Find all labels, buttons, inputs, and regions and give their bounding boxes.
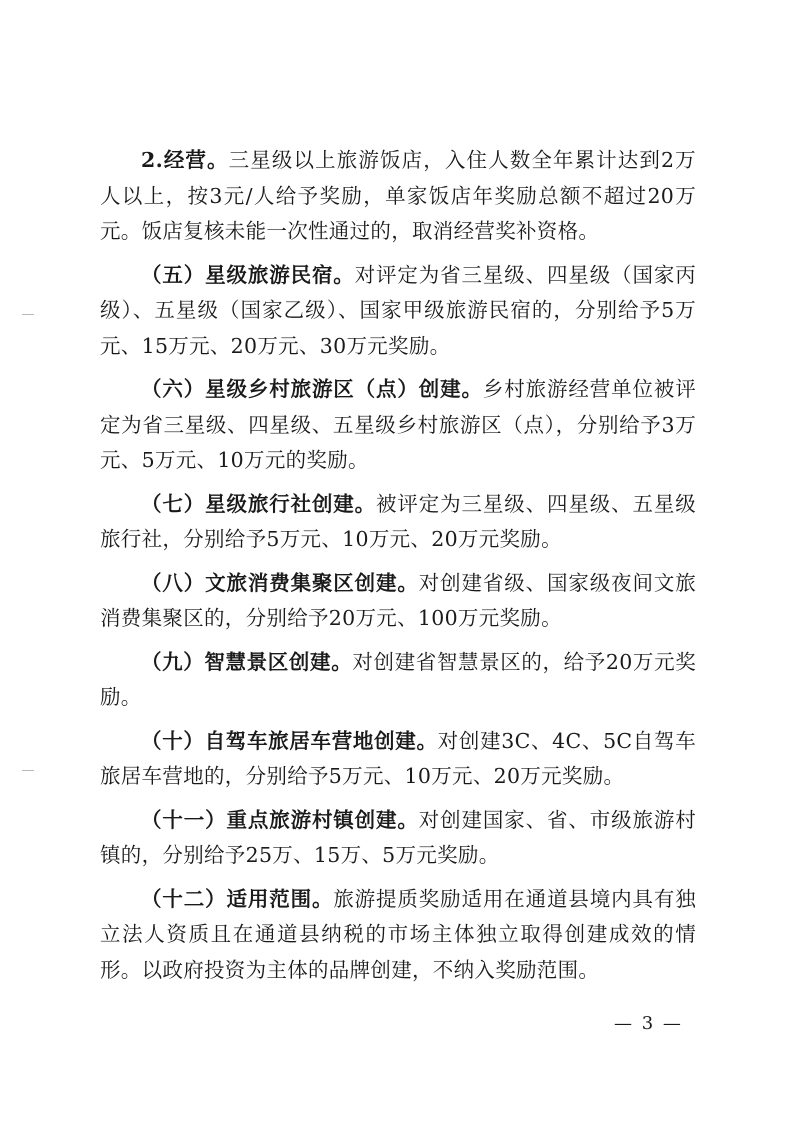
- paragraph-smart-scenic: [100, 645, 696, 716]
- paragraph-heading: （七）星级旅行社创建。: [141, 491, 377, 516]
- paragraph-text: 对创建国家、省、市级旅游村镇的，分别给予25万、15万、5万元奖励。: [100, 807, 696, 867]
- paragraph-text: 对评定为省三星级、四星级（国家丙级）、五星级（国家乙级）、国家甲级旅游民宿的，分别给予5万元、15万元、20万元、30万元奖励。: [100, 262, 696, 358]
- paragraph-campsite: [100, 724, 696, 795]
- paragraph-text: 对创建3C、4C、5C自驾车旅居车营地的，分别给予5万元、10万元、20万元奖励。: [100, 728, 696, 788]
- paragraph-scope: [100, 882, 696, 989]
- paragraph-tourism-village: [100, 803, 696, 874]
- paragraph-heading: （十）自驾车旅居车营地创建。: [141, 728, 438, 753]
- paragraph-text: 对创建省智慧景区的，给予20万元奖励。: [100, 649, 697, 709]
- margin-mark: [22, 314, 34, 315]
- paragraph-consumption-cluster: [100, 566, 696, 637]
- paragraph-rural-tourism-area: [100, 372, 696, 479]
- document-body: [100, 143, 696, 996]
- paragraph-operation: [100, 143, 696, 250]
- paragraph-heading: （九）智慧景区创建。: [141, 649, 353, 674]
- paragraph-heading: （十一）重点旅游村镇创建。: [141, 807, 419, 832]
- paragraph-text: 对创建省级、国家级夜间文旅消费集聚区的，分别给予20万元、100万元奖励。: [100, 570, 696, 630]
- paragraph-heading: （六）星级乡村旅游区（点）创建。: [141, 377, 483, 401]
- paragraph-text: 被评定为三星级、四星级、五星级旅行社，分别给予5万元、10万元、20万元奖励。: [100, 491, 696, 551]
- paragraph-text: 旅游提质奖励适用在通道县境内具有独立法人资质且在通道县纳税的市场主体独立取得创建成效的情形。以政府投资为主体的品牌创建，不纳入奖励范围。: [100, 886, 696, 982]
- paragraph-heading: （五）星级旅游民宿。: [141, 262, 355, 287]
- paragraph-travel-agency: [100, 487, 696, 558]
- paragraph-heading: （八）文旅消费集聚区创建。: [141, 570, 419, 595]
- margin-mark: [22, 770, 34, 771]
- paragraph-heading: 2.经营。: [141, 148, 229, 172]
- paragraph-heading: （十二）适用范围。: [141, 886, 334, 911]
- paragraph-text: 乡村旅游经营单位被评定为省三星级、四星级、五星级乡村旅游区（点），分别给予3万元、5万元、10万元的奖励。: [100, 377, 696, 472]
- page-number: — 3 —: [614, 1013, 683, 1034]
- paragraph-star-homestay: [100, 258, 696, 365]
- paragraph-text: 三星级以上旅游饭店，入住人数全年累计达到2万人以上，按3元/人给予奖励，单家饭店年奖励总额不超过20万元。饭店复核未能一次性通过的，取消经营奖补资格。: [100, 148, 696, 243]
